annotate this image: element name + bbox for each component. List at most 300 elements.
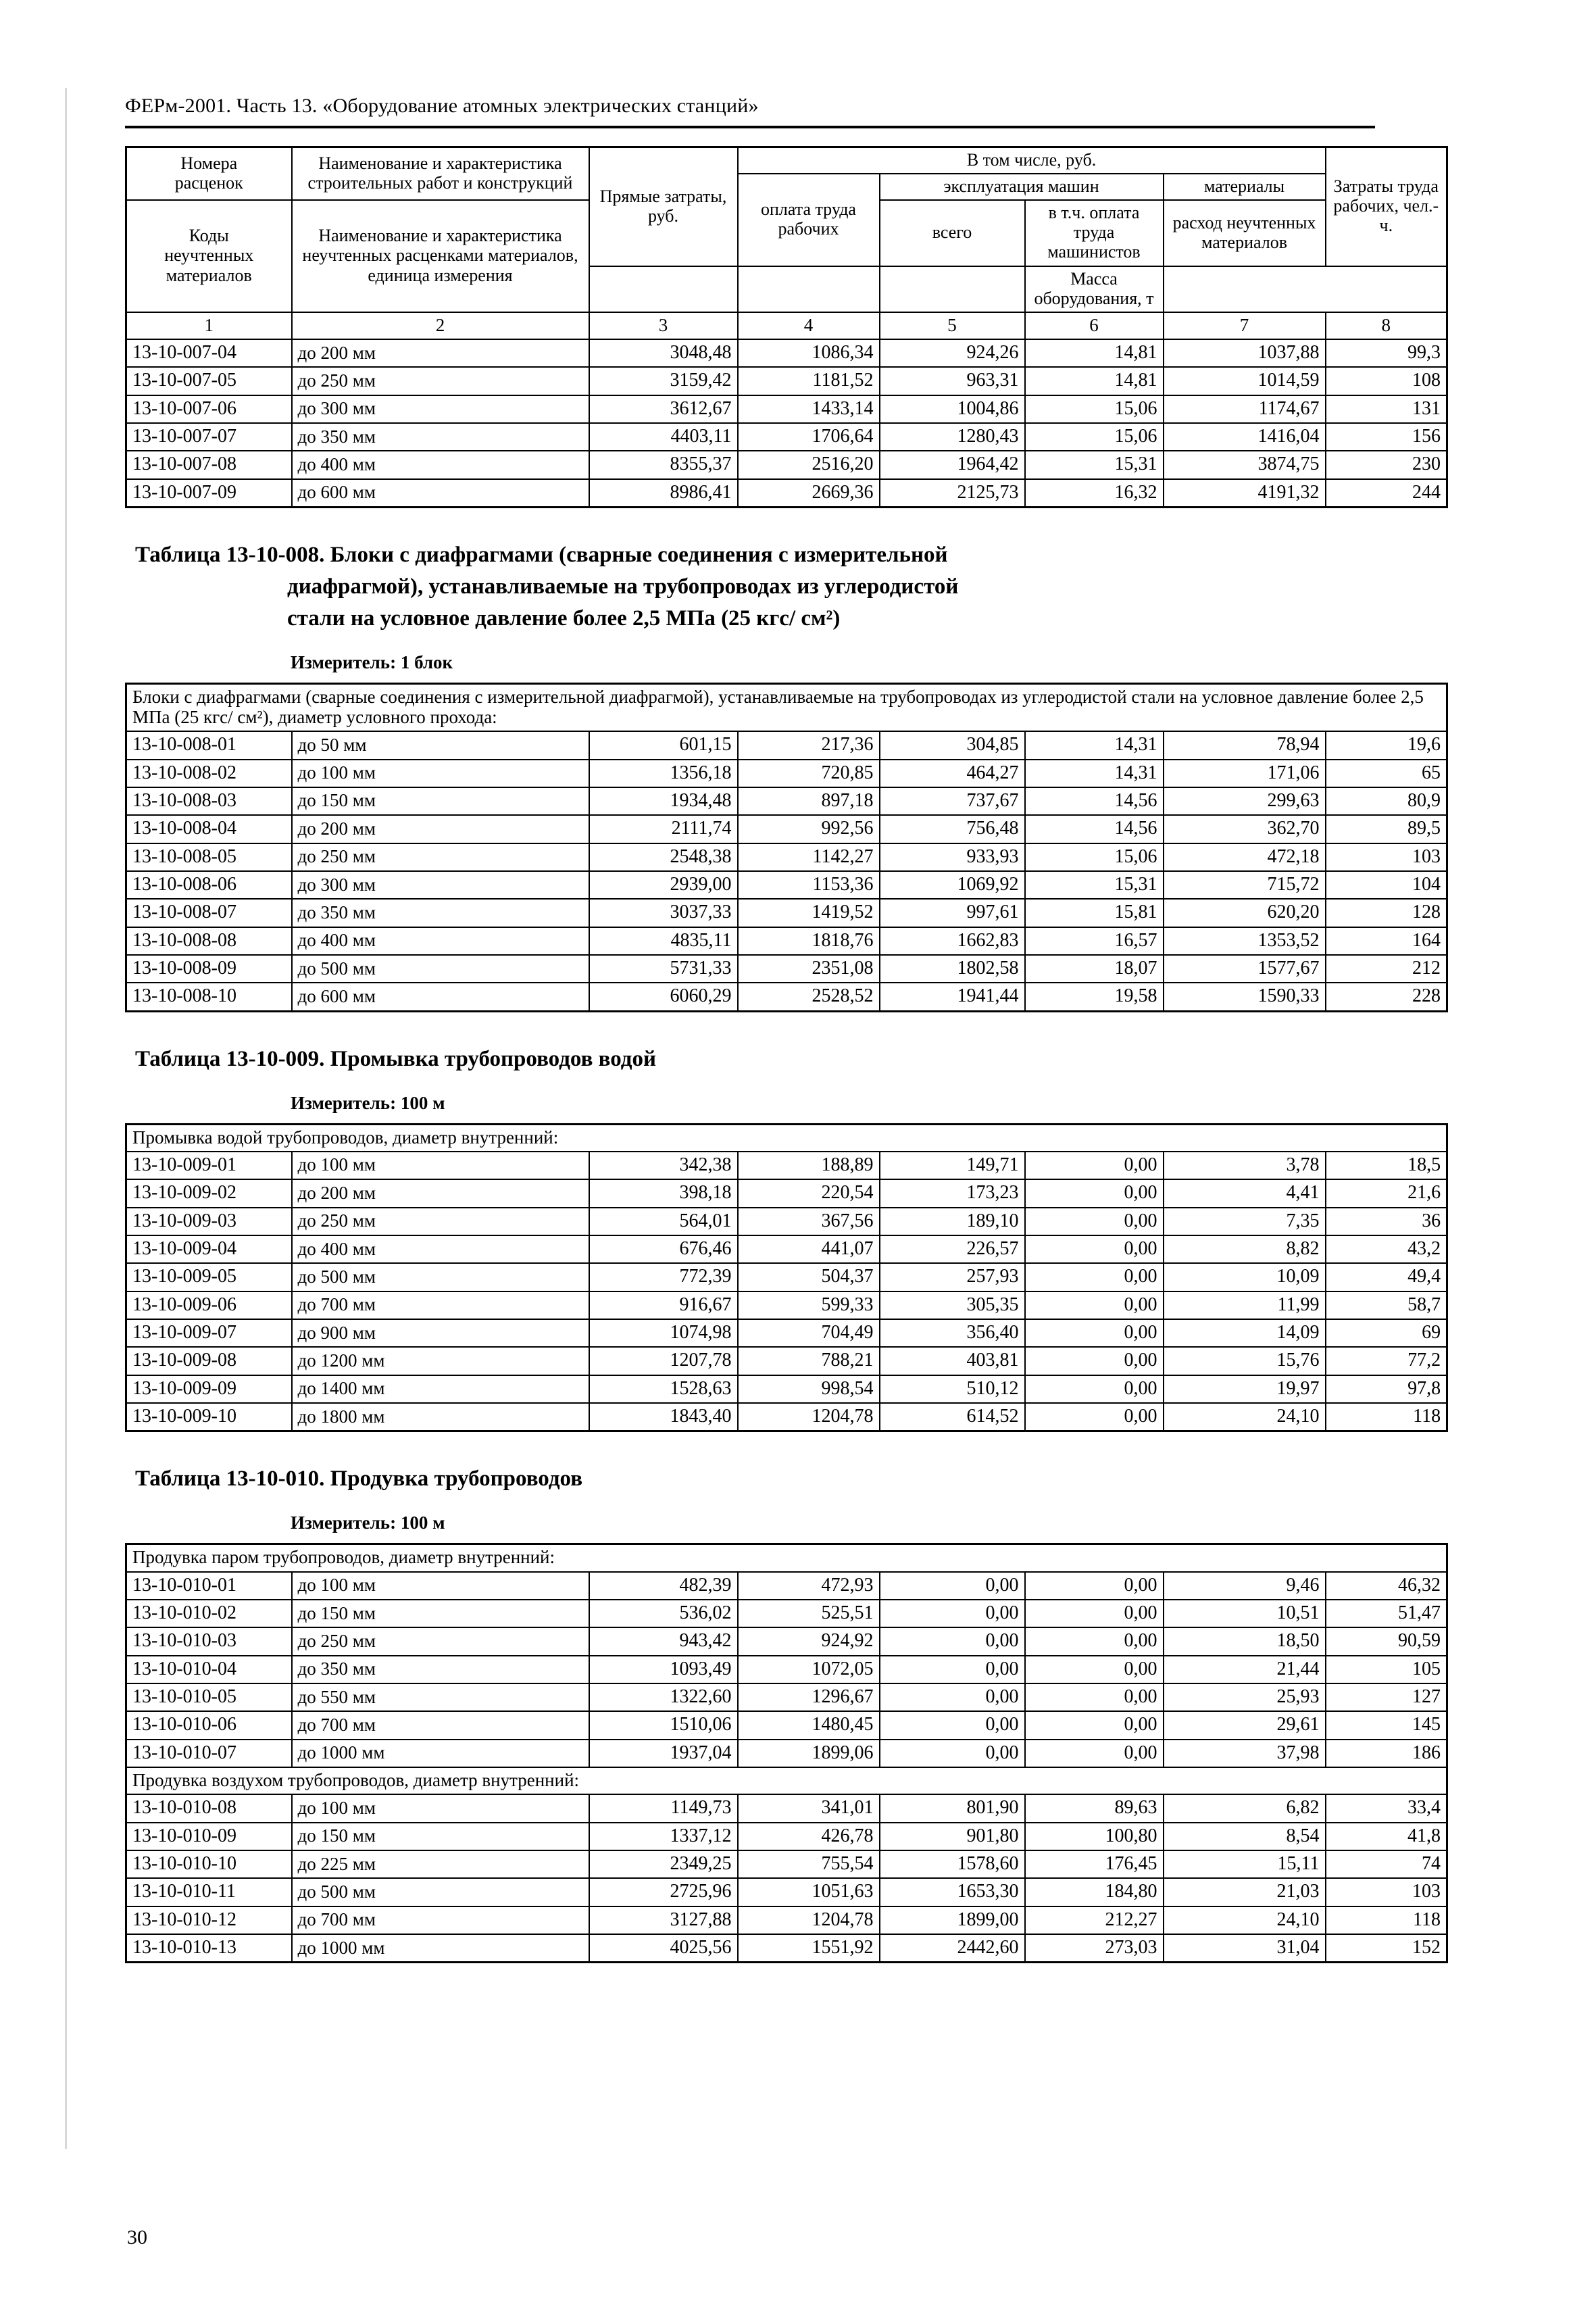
rate-name-cell: до 500 мм bbox=[292, 1263, 589, 1291]
table-row bbox=[126, 423, 1447, 451]
worker-pay-cell: 525,51 bbox=[738, 1600, 880, 1627]
worker-pay-cell: 599,33 bbox=[738, 1291, 880, 1319]
machine-total-cell: 963,31 bbox=[880, 367, 1025, 395]
machine-total-cell: 403,81 bbox=[880, 1347, 1025, 1375]
table-row bbox=[126, 1878, 1447, 1906]
rate-name-cell: до 225 мм bbox=[292, 1850, 589, 1878]
rate-code-cell: 13-10-008-08 bbox=[126, 927, 292, 955]
unaccounted-materials-cell: 24,10 bbox=[1164, 1906, 1326, 1934]
machine-total-cell: 997,61 bbox=[880, 899, 1025, 927]
machine-total-cell: 0,00 bbox=[880, 1683, 1025, 1711]
labor-mass-cell: 65 bbox=[1326, 760, 1447, 787]
operator-pay-cell: 0,00 bbox=[1025, 1627, 1164, 1655]
rate-code-cell: 13-10-010-10 bbox=[126, 1850, 292, 1878]
unaccounted-materials-cell: 8,82 bbox=[1164, 1235, 1326, 1263]
section-description-row-010-steam bbox=[126, 1544, 1447, 1572]
header-text: строительных работ и конструкций bbox=[307, 173, 573, 193]
unaccounted-materials-cell: 3874,75 bbox=[1164, 451, 1326, 478]
table-row bbox=[126, 1572, 1447, 1600]
machine-total-cell: 1069,92 bbox=[880, 871, 1025, 899]
rate-name-cell: до 100 мм bbox=[292, 1152, 589, 1179]
rate-code-cell: 13-10-010-09 bbox=[126, 1823, 292, 1850]
rate-code-cell: 13-10-009-02 bbox=[126, 1179, 292, 1207]
operator-pay-cell: 0,00 bbox=[1025, 1319, 1164, 1347]
header-text: эксплуатация машин bbox=[943, 176, 1099, 197]
labor-mass-cell: 118 bbox=[1326, 1906, 1447, 1934]
operator-pay-cell: 16,32 bbox=[1025, 479, 1164, 508]
rate-code-cell: 13-10-008-05 bbox=[126, 843, 292, 871]
machine-total-cell: 1653,30 bbox=[880, 1878, 1025, 1906]
labor-mass-cell: 90,59 bbox=[1326, 1627, 1447, 1655]
operator-pay-cell: 0,00 bbox=[1025, 1740, 1164, 1767]
rate-name-cell: до 1400 мм bbox=[292, 1375, 589, 1403]
unaccounted-materials-cell: 15,11 bbox=[1164, 1850, 1326, 1878]
rate-code-cell: 13-10-009-03 bbox=[126, 1208, 292, 1235]
rate-code-cell: 13-10-010-05 bbox=[126, 1683, 292, 1711]
operator-pay-cell: 212,27 bbox=[1025, 1906, 1164, 1934]
header-text: в т.ч. оплата труда машинистов bbox=[1047, 203, 1141, 262]
rate-code-cell: 13-10-009-01 bbox=[126, 1152, 292, 1179]
direct-costs-cell: 482,39 bbox=[589, 1572, 738, 1600]
direct-costs-cell: 676,46 bbox=[589, 1235, 738, 1263]
labor-mass-cell: 36 bbox=[1326, 1208, 1447, 1235]
title-line: Таблица 13-10-010. Продувка трубопроводов bbox=[135, 1467, 583, 1492]
direct-costs-cell: 342,38 bbox=[589, 1152, 738, 1179]
operator-pay-cell: 0,00 bbox=[1025, 1291, 1164, 1319]
header-cell-col1-bottom bbox=[126, 200, 292, 312]
worker-pay-cell: 1153,36 bbox=[738, 871, 880, 899]
unaccounted-materials-cell: 1590,33 bbox=[1164, 983, 1326, 1011]
worker-pay-cell: 426,78 bbox=[738, 1823, 880, 1850]
unaccounted-materials-cell: 10,51 bbox=[1164, 1600, 1326, 1627]
rate-table-008 bbox=[125, 683, 1448, 1012]
header-cell-col1-top bbox=[126, 147, 292, 201]
rate-name-cell: до 400 мм bbox=[292, 927, 589, 955]
worker-pay-cell: 1480,45 bbox=[738, 1711, 880, 1739]
machine-total-cell: 0,00 bbox=[880, 1572, 1025, 1600]
direct-costs-cell: 4025,56 bbox=[589, 1934, 738, 1963]
unaccounted-materials-cell: 1353,52 bbox=[1164, 927, 1326, 955]
table-body-009 bbox=[126, 1152, 1447, 1431]
machine-total-cell: 924,26 bbox=[880, 339, 1025, 367]
unaccounted-materials-cell: 7,35 bbox=[1164, 1208, 1326, 1235]
operator-pay-cell: 0,00 bbox=[1025, 1179, 1164, 1207]
machine-total-cell: 1004,86 bbox=[880, 395, 1025, 423]
rate-code-cell: 13-10-008-10 bbox=[126, 983, 292, 1011]
worker-pay-cell: 1051,63 bbox=[738, 1878, 880, 1906]
labor-mass-cell: 58,7 bbox=[1326, 1291, 1447, 1319]
operator-pay-cell: 0,00 bbox=[1025, 1347, 1164, 1375]
header-text: Коды bbox=[189, 226, 229, 246]
direct-costs-cell: 3612,67 bbox=[589, 395, 738, 423]
rate-name-cell: до 600 мм bbox=[292, 479, 589, 508]
unaccounted-materials-cell: 9,46 bbox=[1164, 1572, 1326, 1600]
table-body-010-steam bbox=[126, 1572, 1447, 1768]
header-cell-labor-costs bbox=[1326, 147, 1447, 266]
table-row bbox=[126, 1179, 1447, 1207]
table-row bbox=[126, 731, 1447, 759]
col-number: 3 bbox=[589, 312, 738, 339]
header-text: материалы bbox=[1203, 176, 1285, 197]
operator-pay-cell: 0,00 bbox=[1025, 1375, 1164, 1403]
table-row bbox=[126, 1656, 1447, 1683]
labor-mass-cell: 118 bbox=[1326, 1403, 1447, 1431]
unaccounted-materials-cell: 14,09 bbox=[1164, 1319, 1326, 1347]
rate-name-cell: до 200 мм bbox=[292, 1179, 589, 1207]
rate-table-009 bbox=[125, 1123, 1448, 1433]
rate-name-cell: до 400 мм bbox=[292, 451, 589, 478]
direct-costs-cell: 3037,33 bbox=[589, 899, 738, 927]
header-text: единица измерения bbox=[368, 265, 513, 285]
col-number: 7 bbox=[1164, 312, 1326, 339]
table-row bbox=[126, 1711, 1447, 1739]
worker-pay-cell: 704,49 bbox=[738, 1319, 880, 1347]
header-text: неучтенных bbox=[164, 245, 254, 266]
unaccounted-materials-cell: 31,04 bbox=[1164, 1934, 1326, 1963]
table-row bbox=[126, 955, 1447, 983]
table-row bbox=[126, 927, 1447, 955]
worker-pay-cell: 755,54 bbox=[738, 1850, 880, 1878]
rate-name-cell: до 100 мм bbox=[292, 1794, 589, 1822]
header-text: Масса оборудования, т bbox=[1034, 268, 1154, 308]
machine-total-cell: 149,71 bbox=[880, 1152, 1025, 1179]
labor-mass-cell: 103 bbox=[1326, 843, 1447, 871]
rate-name-cell: до 600 мм bbox=[292, 983, 589, 1011]
labor-mass-cell: 164 bbox=[1326, 927, 1447, 955]
rate-name-cell: до 250 мм bbox=[292, 1627, 589, 1655]
machine-total-cell: 305,35 bbox=[880, 1291, 1025, 1319]
measure-unit-010: Измеритель: 100 м bbox=[291, 1512, 445, 1533]
machine-total-cell: 189,10 bbox=[880, 1208, 1025, 1235]
table-row bbox=[126, 479, 1447, 508]
column-number-row bbox=[126, 312, 1447, 339]
operator-pay-cell: 0,00 bbox=[1025, 1208, 1164, 1235]
rate-code-cell: 13-10-007-05 bbox=[126, 367, 292, 395]
direct-costs-cell: 916,67 bbox=[589, 1291, 738, 1319]
rate-name-cell: до 400 мм bbox=[292, 1235, 589, 1263]
header-text: материалов bbox=[166, 265, 252, 285]
table-title-008 bbox=[125, 539, 1485, 635]
title-line: Таблица 13-10-009. Промывка трубопроводов водой bbox=[135, 1046, 657, 1071]
rate-name-cell: до 250 мм bbox=[292, 1208, 589, 1235]
labor-mass-cell: 18,5 bbox=[1326, 1152, 1447, 1179]
worker-pay-cell: 1086,34 bbox=[738, 339, 880, 367]
unaccounted-materials-cell: 3,78 bbox=[1164, 1152, 1326, 1179]
direct-costs-cell: 1093,49 bbox=[589, 1656, 738, 1683]
header-cell-col2-bottom bbox=[292, 200, 589, 312]
direct-costs-cell: 2725,96 bbox=[589, 1878, 738, 1906]
header-cell-worker-pay bbox=[738, 174, 880, 266]
header-cell-machine-total-pad bbox=[589, 266, 738, 312]
rate-name-cell: до 150 мм bbox=[292, 787, 589, 815]
labor-mass-cell: 41,8 bbox=[1326, 1823, 1447, 1850]
unaccounted-materials-cell: 1014,59 bbox=[1164, 367, 1326, 395]
unaccounted-materials-cell: 19,97 bbox=[1164, 1375, 1326, 1403]
table-row bbox=[126, 395, 1447, 423]
direct-costs-cell: 398,18 bbox=[589, 1179, 738, 1207]
operator-pay-cell: 100,80 bbox=[1025, 1823, 1164, 1850]
table-row bbox=[126, 1600, 1447, 1627]
unaccounted-materials-cell: 15,76 bbox=[1164, 1347, 1326, 1375]
running-header: ФЕРм-2001. Часть 13. «Оборудование атомных электрических станций» bbox=[125, 95, 759, 117]
rate-code-cell: 13-10-010-11 bbox=[126, 1878, 292, 1906]
machine-total-cell: 226,57 bbox=[880, 1235, 1025, 1263]
worker-pay-cell: 2669,36 bbox=[738, 479, 880, 508]
unaccounted-materials-cell: 18,50 bbox=[1164, 1627, 1326, 1655]
unaccounted-materials-cell: 37,98 bbox=[1164, 1740, 1326, 1767]
direct-costs-cell: 943,42 bbox=[589, 1627, 738, 1655]
unaccounted-materials-cell: 1037,88 bbox=[1164, 339, 1326, 367]
labor-mass-cell: 131 bbox=[1326, 395, 1447, 423]
machine-total-cell: 1964,42 bbox=[880, 451, 1025, 478]
rate-code-cell: 13-10-010-04 bbox=[126, 1656, 292, 1683]
table-title-009 bbox=[125, 1043, 1485, 1075]
rate-name-cell: до 1800 мм bbox=[292, 1403, 589, 1431]
operator-pay-cell: 14,31 bbox=[1025, 760, 1164, 787]
direct-costs-cell: 2349,25 bbox=[589, 1850, 738, 1878]
header-text: всего bbox=[932, 222, 972, 243]
rate-name-cell: до 1000 мм bbox=[292, 1740, 589, 1767]
direct-costs-cell: 1934,48 bbox=[589, 787, 738, 815]
unaccounted-materials-cell: 620,20 bbox=[1164, 899, 1326, 927]
machine-total-cell: 0,00 bbox=[880, 1740, 1025, 1767]
operator-pay-cell: 18,07 bbox=[1025, 955, 1164, 983]
rate-code-cell: 13-10-010-06 bbox=[126, 1711, 292, 1739]
worker-pay-cell: 217,36 bbox=[738, 731, 880, 759]
rate-code-cell: 13-10-010-12 bbox=[126, 1906, 292, 1934]
header-cell-equipment-mass bbox=[1025, 266, 1164, 312]
rate-name-cell: до 1000 мм bbox=[292, 1934, 589, 1963]
worker-pay-cell: 998,54 bbox=[738, 1375, 880, 1403]
section-description-row-008 bbox=[126, 683, 1447, 731]
operator-pay-cell: 184,80 bbox=[1025, 1878, 1164, 1906]
rate-code-cell: 13-10-009-06 bbox=[126, 1291, 292, 1319]
section-description: Промывка водой трубопроводов, диаметр внутренний: bbox=[126, 1124, 1447, 1152]
labor-mass-cell: 103 bbox=[1326, 1878, 1447, 1906]
labor-mass-cell: 77,2 bbox=[1326, 1347, 1447, 1375]
table-row bbox=[126, 1347, 1447, 1375]
rate-code-cell: 13-10-009-09 bbox=[126, 1375, 292, 1403]
direct-costs-cell: 8986,41 bbox=[589, 479, 738, 508]
labor-mass-cell: 108 bbox=[1326, 367, 1447, 395]
worker-pay-cell: 441,07 bbox=[738, 1235, 880, 1263]
rate-code-cell: 13-10-008-09 bbox=[126, 955, 292, 983]
unaccounted-materials-cell: 1174,67 bbox=[1164, 395, 1326, 423]
operator-pay-cell: 14,56 bbox=[1025, 815, 1164, 843]
unaccounted-materials-cell: 4191,32 bbox=[1164, 479, 1326, 508]
title-line: Таблица 13-10-008. Блоки с диафрагмами (сварные соединения с измерительной bbox=[135, 543, 948, 568]
col-number: 6 bbox=[1025, 312, 1164, 339]
rate-code-cell: 13-10-010-08 bbox=[126, 1794, 292, 1822]
rate-code-cell: 13-10-008-07 bbox=[126, 899, 292, 927]
worker-pay-cell: 472,93 bbox=[738, 1572, 880, 1600]
table-row bbox=[126, 1794, 1447, 1822]
labor-mass-cell: 69 bbox=[1326, 1319, 1447, 1347]
machine-total-cell: 1941,44 bbox=[880, 983, 1025, 1011]
unaccounted-materials-cell: 24,10 bbox=[1164, 1403, 1326, 1431]
col-number: 2 bbox=[292, 312, 589, 339]
header-cell-materials-group bbox=[1164, 174, 1326, 200]
machine-total-cell: 356,40 bbox=[880, 1319, 1025, 1347]
header-cell-unaccounted-materials bbox=[1164, 200, 1326, 266]
header-text: В том числе, руб. bbox=[966, 150, 1097, 170]
worker-pay-cell: 341,01 bbox=[738, 1794, 880, 1822]
direct-costs-cell: 1207,78 bbox=[589, 1347, 738, 1375]
worker-pay-cell: 1142,27 bbox=[738, 843, 880, 871]
table-body-010-air bbox=[126, 1794, 1447, 1963]
operator-pay-cell: 14,56 bbox=[1025, 787, 1164, 815]
rate-code-cell: 13-10-007-04 bbox=[126, 339, 292, 367]
rate-name-cell: до 1200 мм bbox=[292, 1347, 589, 1375]
operator-pay-cell: 0,00 bbox=[1025, 1711, 1164, 1739]
labor-mass-cell: 128 bbox=[1326, 899, 1447, 927]
worker-pay-cell: 788,21 bbox=[738, 1347, 880, 1375]
direct-costs-cell: 3048,48 bbox=[589, 339, 738, 367]
table-row bbox=[126, 871, 1447, 899]
direct-costs-cell: 2548,38 bbox=[589, 843, 738, 871]
rate-name-cell: до 550 мм bbox=[292, 1683, 589, 1711]
rate-code-cell: 13-10-010-13 bbox=[126, 1934, 292, 1963]
direct-costs-cell: 1322,60 bbox=[589, 1683, 738, 1711]
rate-table-header-and-007 bbox=[125, 146, 1448, 508]
operator-pay-cell: 15,06 bbox=[1025, 843, 1164, 871]
labor-mass-cell: 186 bbox=[1326, 1740, 1447, 1767]
rate-name-cell: до 300 мм bbox=[292, 395, 589, 423]
unaccounted-materials-cell: 8,54 bbox=[1164, 1823, 1326, 1850]
machine-total-cell: 756,48 bbox=[880, 815, 1025, 843]
machine-total-cell: 257,93 bbox=[880, 1263, 1025, 1291]
unaccounted-materials-cell: 1577,67 bbox=[1164, 955, 1326, 983]
header-row-1 bbox=[126, 147, 1447, 174]
operator-pay-cell: 176,45 bbox=[1025, 1850, 1164, 1878]
table-row bbox=[126, 815, 1447, 843]
worker-pay-cell: 2351,08 bbox=[738, 955, 880, 983]
table-row bbox=[126, 1683, 1447, 1711]
unaccounted-materials-cell: 299,63 bbox=[1164, 787, 1326, 815]
direct-costs-cell: 5731,33 bbox=[589, 955, 738, 983]
table-row bbox=[126, 1235, 1447, 1263]
table-row bbox=[126, 899, 1447, 927]
worker-pay-cell: 367,56 bbox=[738, 1208, 880, 1235]
col-number: 8 bbox=[1326, 312, 1447, 339]
section-description: Продувка паром трубопроводов, диаметр внутренний: bbox=[126, 1544, 1447, 1572]
machine-total-cell: 0,00 bbox=[880, 1711, 1025, 1739]
table-row bbox=[126, 1263, 1447, 1291]
labor-mass-cell: 104 bbox=[1326, 871, 1447, 899]
header-text: Прямые затраты, руб. bbox=[599, 186, 727, 226]
rate-code-cell: 13-10-008-03 bbox=[126, 787, 292, 815]
operator-pay-cell: 0,00 bbox=[1025, 1403, 1164, 1431]
title-line: стали на условное давление более 2,5 МПа (25 кгс/ см²) bbox=[287, 606, 841, 631]
labor-mass-cell: 33,4 bbox=[1326, 1794, 1447, 1822]
header-cell-unaccounted-pad bbox=[880, 266, 1025, 312]
header-text: Затраты труда рабочих, чел.-ч. bbox=[1333, 176, 1439, 236]
worker-pay-cell: 2516,20 bbox=[738, 451, 880, 478]
operator-pay-cell: 0,00 bbox=[1025, 1263, 1164, 1291]
table-row bbox=[126, 1375, 1447, 1403]
header-text: Номера bbox=[180, 153, 238, 173]
labor-mass-cell: 19,6 bbox=[1326, 731, 1447, 759]
rate-code-cell: 13-10-010-02 bbox=[126, 1600, 292, 1627]
operator-pay-cell: 0,00 bbox=[1025, 1235, 1164, 1263]
direct-costs-cell: 1356,18 bbox=[589, 760, 738, 787]
operator-pay-cell: 0,00 bbox=[1025, 1152, 1164, 1179]
table-row bbox=[126, 339, 1447, 367]
machine-total-cell: 1578,60 bbox=[880, 1850, 1025, 1878]
rate-code-cell: 13-10-007-08 bbox=[126, 451, 292, 478]
header-cell-operator-pay bbox=[1025, 200, 1164, 266]
unaccounted-materials-cell: 78,94 bbox=[1164, 731, 1326, 759]
machine-total-cell: 304,85 bbox=[880, 731, 1025, 759]
rate-code-cell: 13-10-009-07 bbox=[126, 1319, 292, 1347]
rate-name-cell: до 250 мм bbox=[292, 843, 589, 871]
direct-costs-cell: 2111,74 bbox=[589, 815, 738, 843]
worker-pay-cell: 2528,52 bbox=[738, 983, 880, 1011]
rate-code-cell: 13-10-009-04 bbox=[126, 1235, 292, 1263]
labor-mass-cell: 21,6 bbox=[1326, 1179, 1447, 1207]
labor-mass-cell: 230 bbox=[1326, 451, 1447, 478]
table-row bbox=[126, 1208, 1447, 1235]
direct-costs-cell: 3127,88 bbox=[589, 1906, 738, 1934]
direct-costs-cell: 1937,04 bbox=[589, 1740, 738, 1767]
direct-costs-cell: 1510,06 bbox=[589, 1711, 738, 1739]
rate-name-cell: до 350 мм bbox=[292, 899, 589, 927]
direct-costs-cell: 1149,73 bbox=[589, 1794, 738, 1822]
machine-total-cell: 1662,83 bbox=[880, 927, 1025, 955]
unaccounted-materials-cell: 10,09 bbox=[1164, 1263, 1326, 1291]
worker-pay-cell: 504,37 bbox=[738, 1263, 880, 1291]
table-row bbox=[126, 760, 1447, 787]
col-number: 5 bbox=[880, 312, 1025, 339]
unaccounted-materials-cell: 171,06 bbox=[1164, 760, 1326, 787]
unaccounted-materials-cell: 6,82 bbox=[1164, 1794, 1326, 1822]
rate-code-cell: 13-10-008-01 bbox=[126, 731, 292, 759]
table-row bbox=[126, 787, 1447, 815]
direct-costs-cell: 2939,00 bbox=[589, 871, 738, 899]
section-description-row-010-air bbox=[126, 1767, 1447, 1794]
rate-name-cell: до 250 мм bbox=[292, 367, 589, 395]
worker-pay-cell: 1419,52 bbox=[738, 899, 880, 927]
direct-costs-cell: 536,02 bbox=[589, 1600, 738, 1627]
worker-pay-cell: 924,92 bbox=[738, 1627, 880, 1655]
machine-total-cell: 901,80 bbox=[880, 1823, 1025, 1850]
worker-pay-cell: 1296,67 bbox=[738, 1683, 880, 1711]
machine-total-cell: 510,12 bbox=[880, 1375, 1025, 1403]
unaccounted-materials-cell: 4,41 bbox=[1164, 1179, 1326, 1207]
unaccounted-materials-cell: 472,18 bbox=[1164, 843, 1326, 871]
operator-pay-cell: 89,63 bbox=[1025, 1794, 1164, 1822]
labor-mass-cell: 43,2 bbox=[1326, 1235, 1447, 1263]
operator-pay-cell: 15,31 bbox=[1025, 871, 1164, 899]
direct-costs-cell: 4835,11 bbox=[589, 927, 738, 955]
worker-pay-cell: 1204,78 bbox=[738, 1906, 880, 1934]
operator-pay-cell: 14,81 bbox=[1025, 339, 1164, 367]
unaccounted-materials-cell: 29,61 bbox=[1164, 1711, 1326, 1739]
rate-name-cell: до 150 мм bbox=[292, 1823, 589, 1850]
table-row bbox=[126, 1403, 1447, 1431]
labor-mass-cell: 145 bbox=[1326, 1711, 1447, 1739]
worker-pay-cell: 1899,06 bbox=[738, 1740, 880, 1767]
rate-name-cell: до 350 мм bbox=[292, 1656, 589, 1683]
table-row bbox=[126, 1627, 1447, 1655]
operator-pay-cell: 14,31 bbox=[1025, 731, 1164, 759]
operator-pay-cell: 15,31 bbox=[1025, 451, 1164, 478]
rate-name-cell: до 100 мм bbox=[292, 1572, 589, 1600]
table-row bbox=[126, 1319, 1447, 1347]
table-body-007 bbox=[126, 339, 1447, 508]
worker-pay-cell: 1818,76 bbox=[738, 927, 880, 955]
table-row bbox=[126, 1850, 1447, 1878]
